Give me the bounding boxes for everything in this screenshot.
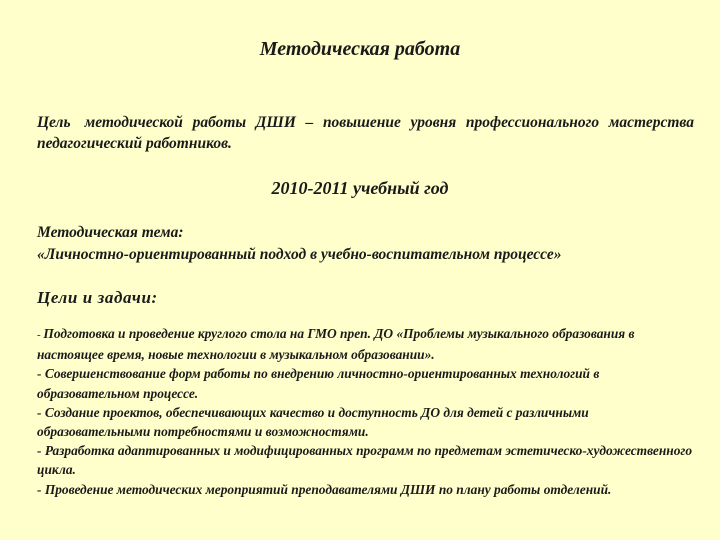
task-text: Совершенствование форм работы по внедрению личностно-ориентированных технологий в образовательном процессе. <box>37 366 600 401</box>
task-item: - Совершенствование форм работы по внедрению личностно-ориентированных технологий в образовательном процессе. <box>37 366 600 401</box>
task-text: Разработка адаптированных и модифицированных программ по предметам эстетическо-художественного цикла. <box>37 443 693 478</box>
theme-text: «Личностно-ориентированный подход в учебно-воспитательном процессе» <box>37 246 562 263</box>
task-text: Подготовка и проведение круглого стола на ГМО преп. ДО «Проблемы музыкального образования в настоящее время, новые технологии в музыкальном образовании». <box>37 326 635 363</box>
task-item: - Проведение методических мероприятий преподавателями ДШИ по плану работы отделений. <box>37 481 612 497</box>
task-item: - Разработка адаптированных и модифицированных программ по предметам эстетическо-художественного цикла. <box>37 443 693 478</box>
goal-paragraph <box>37 112 694 154</box>
theme-label: Методическая тема: <box>37 224 184 241</box>
task-text: Проведение методических мероприятий преподавателями ДШИ по плану работы отделений. <box>44 481 612 497</box>
tasks-list <box>37 324 702 499</box>
slide-title: Методическая работа <box>259 38 461 60</box>
task-item: - Подготовка и проведение круглого стола на ГМО преп. ДО «Проблемы музыкального образования в настоящее время, новые технологии в музыкальном образовании». <box>37 326 635 363</box>
methodical-theme <box>37 222 697 266</box>
tasks-heading: Цели и задачи: <box>37 288 158 307</box>
task-text: Создание проектов, обеспечивающих качество и доступность ДО для детей с различными образовательными потребностями и возможностями. <box>37 404 589 440</box>
goal-text: методической работы ДШИ – повышение уровня профессионального мастерства педагогический работников. <box>37 114 694 152</box>
task-item: - Создание проектов, обеспечивающих качество и доступность ДО для детей с различными образовательными потребностями и возможностями. <box>37 404 589 440</box>
academic-year: 2010-2011 учебный год <box>271 178 449 198</box>
goal-label: Цель <box>37 114 71 131</box>
